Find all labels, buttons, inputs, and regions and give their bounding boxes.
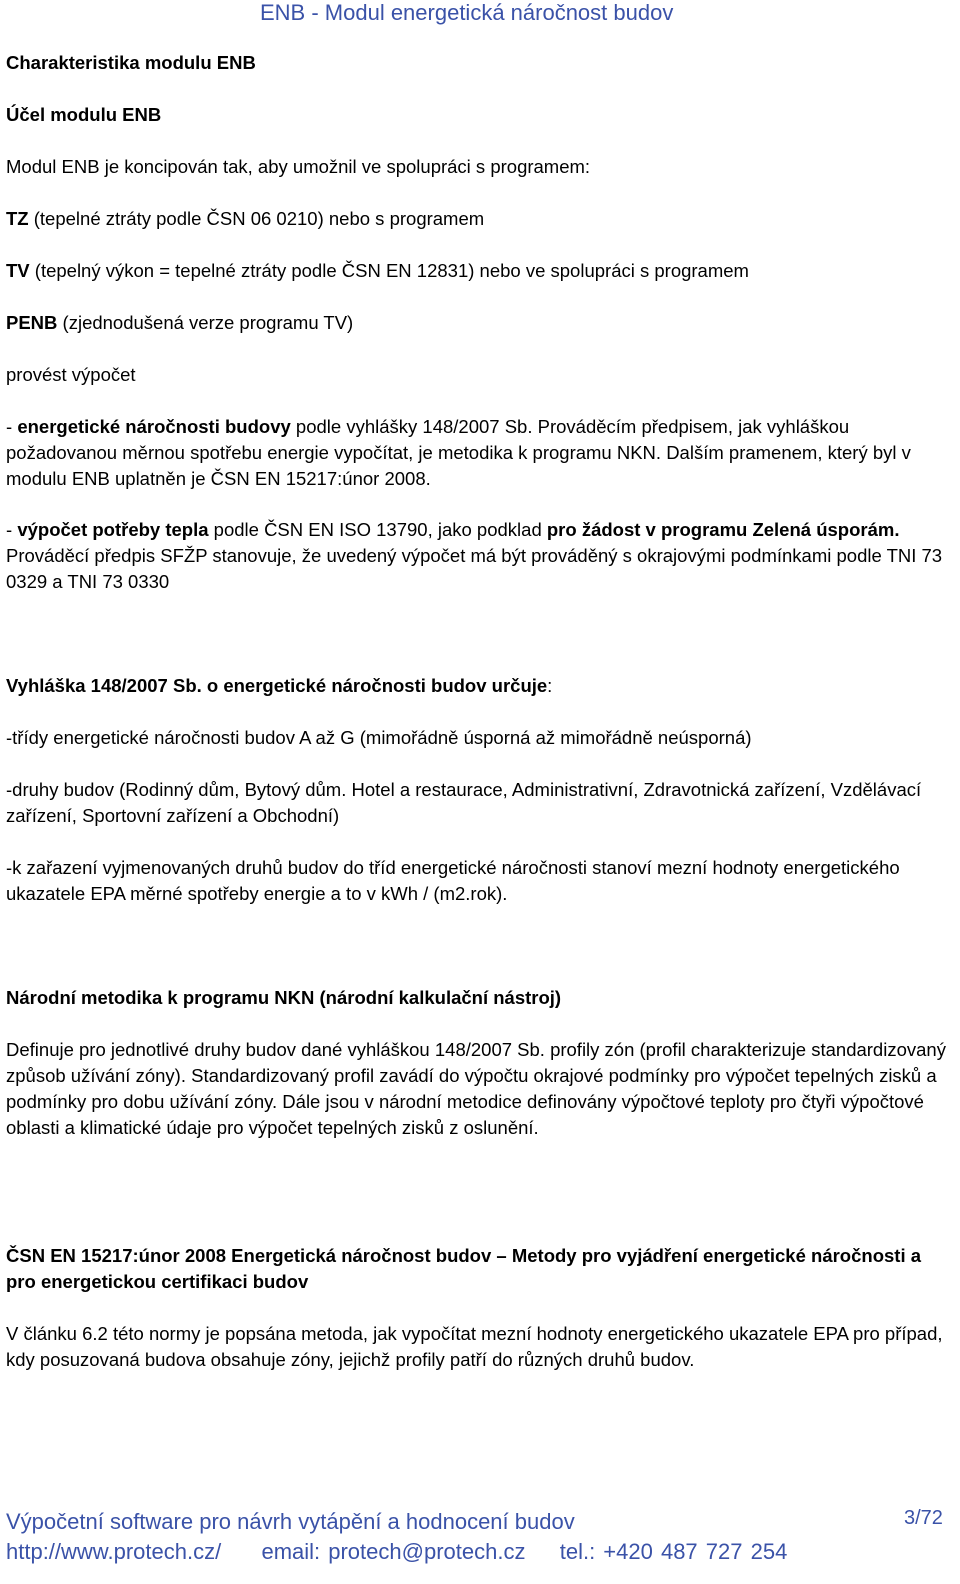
program-tz-desc: (tepelné ztráty podle ČSN 06 0210) nebo s programem — [28, 208, 485, 229]
vyhlaska-title — [6, 673, 954, 699]
item2-text: Prováděcí předpis SFŽP stanovuje, že uvedený výpočet má být prováděný s okrajovými podmínkami podle TNI 73 0329 a TNI 73 0330 — [6, 545, 943, 592]
program-penb-desc: (zjednodušená verze programu TV) — [57, 312, 354, 333]
footer-contacts — [6, 1539, 787, 1565]
section-title-characteristic: Charakteristika modulu ENB — [6, 52, 256, 73]
nkn-title: Národní metodika k programu NKN (národní kalkulační nástroj) — [6, 987, 562, 1008]
item2-mid: podle ČSN EN ISO 13790, jako podklad — [208, 519, 547, 540]
program-penb-name: PENB — [6, 312, 58, 333]
item1-text: podle vyhlášky 148/2007 Sb. Prováděcím předpisem, jak vyhláškou požadovanou měrnou spotřebu energie vypočítat, je metodika k programu NKN. Dalším pramenem, který byl v modulu ENB uplatněn je ČSN EN 15217:únor 2008. — [6, 416, 911, 489]
item-energy-performance — [6, 414, 954, 492]
vyhlaska-item-building-types: -druhy budov (Rodinný dům, Bytový dům. Hotel a restaurace, Administrativní, Zdravotnická zařízení, Vzdělávací zařízení, Sportovní zařízení a Obchodní) — [6, 779, 922, 826]
item1-dash: - — [6, 416, 18, 437]
program-tv-line — [6, 258, 954, 284]
section-title-purpose: Účel modulu ENB — [6, 104, 162, 125]
csn-paragraph: V článku 6.2 této normy je popsána metoda, jak vypočítat mezní hodnoty energetického ukazatele EPA pro případ, kdy posuzovaná budova obsahuje zóny, jejichž profily patří do různých druhů budov. — [6, 1323, 943, 1370]
footer-email[interactable]: email: protech@protech.cz — [261, 1539, 526, 1564]
footer-software-title: Výpočetní software pro návrh vytápění a hodnocení budov — [6, 1509, 575, 1534]
item2-dash: - — [6, 519, 18, 540]
item1-bold: energetické náročnosti budovy — [17, 416, 291, 437]
program-tz-line — [6, 206, 954, 232]
footer-web-link[interactable]: http://www.protech.cz/ — [6, 1539, 222, 1564]
item-heat-demand — [6, 517, 954, 595]
program-tv-name: TV — [6, 260, 30, 281]
item2-bold1: výpočet potřeby tepla — [17, 519, 209, 540]
vyhlaska-item-classes: -třídy energetické náročnosti budov A až G (mimořádně úsporná až mimořádně neúsporná) — [6, 727, 752, 748]
page-header-title: ENB - Modul energetická náročnost budov — [260, 0, 674, 25]
csn-title: ČSN EN 15217:únor 2008 Energetická náročnost budov – Metody pro vyjádření energetické náročnosti a pro energetickou certifikaci budov — [6, 1245, 922, 1292]
footer-page-number: 3/72 — [904, 1507, 943, 1529]
program-tz-name: TZ — [6, 208, 29, 229]
vyhlaska-title-colon: : — [547, 675, 553, 696]
footer-phone: tel.: +420 487 727 254 — [559, 1539, 788, 1564]
nkn-paragraph: Definuje pro jednotlivé druhy budov dané vyhláškou 148/2007 Sb. profily zón (profil charakterizuje standardizovaný způsob užívání zóny). Standardizovaný profil zavádí do výpočtu okrajové podmínky pro výpočet tepelných zisků a podmínky pro dobu užívání zóny. Dále jsou v národní metodice definovány výpočtové teploty pro čtyři výpočtové oblasti a klimatické údaje pro výpočet tepelných zisků z oslunění. — [6, 1039, 946, 1138]
program-tv-desc: (tepelný výkon = tepelné ztráty podle ČSN EN 12831) nebo ve spolupráci s programem — [29, 260, 749, 281]
provest-line: provést výpočet — [6, 364, 136, 385]
vyhlaska-item-limits: -k zařazení vyjmenovaných druhů budov do tříd energetické náročnosti stanoví mezní hodnoty energetického ukazatele EPA měrné spotřeby energie a to v kWh / (m2.rok). — [6, 857, 900, 904]
program-penb-line — [6, 310, 954, 336]
item2-bold2: pro žádost v programu Zelená úsporám. — [546, 519, 900, 540]
vyhlaska-title-bold: Vyhláška 148/2007 Sb. o energetické náročnosti budov určuje — [6, 675, 548, 696]
intro-paragraph: Modul ENB je koncipován tak, aby umožnil ve spolupráci s programem: — [6, 156, 591, 177]
